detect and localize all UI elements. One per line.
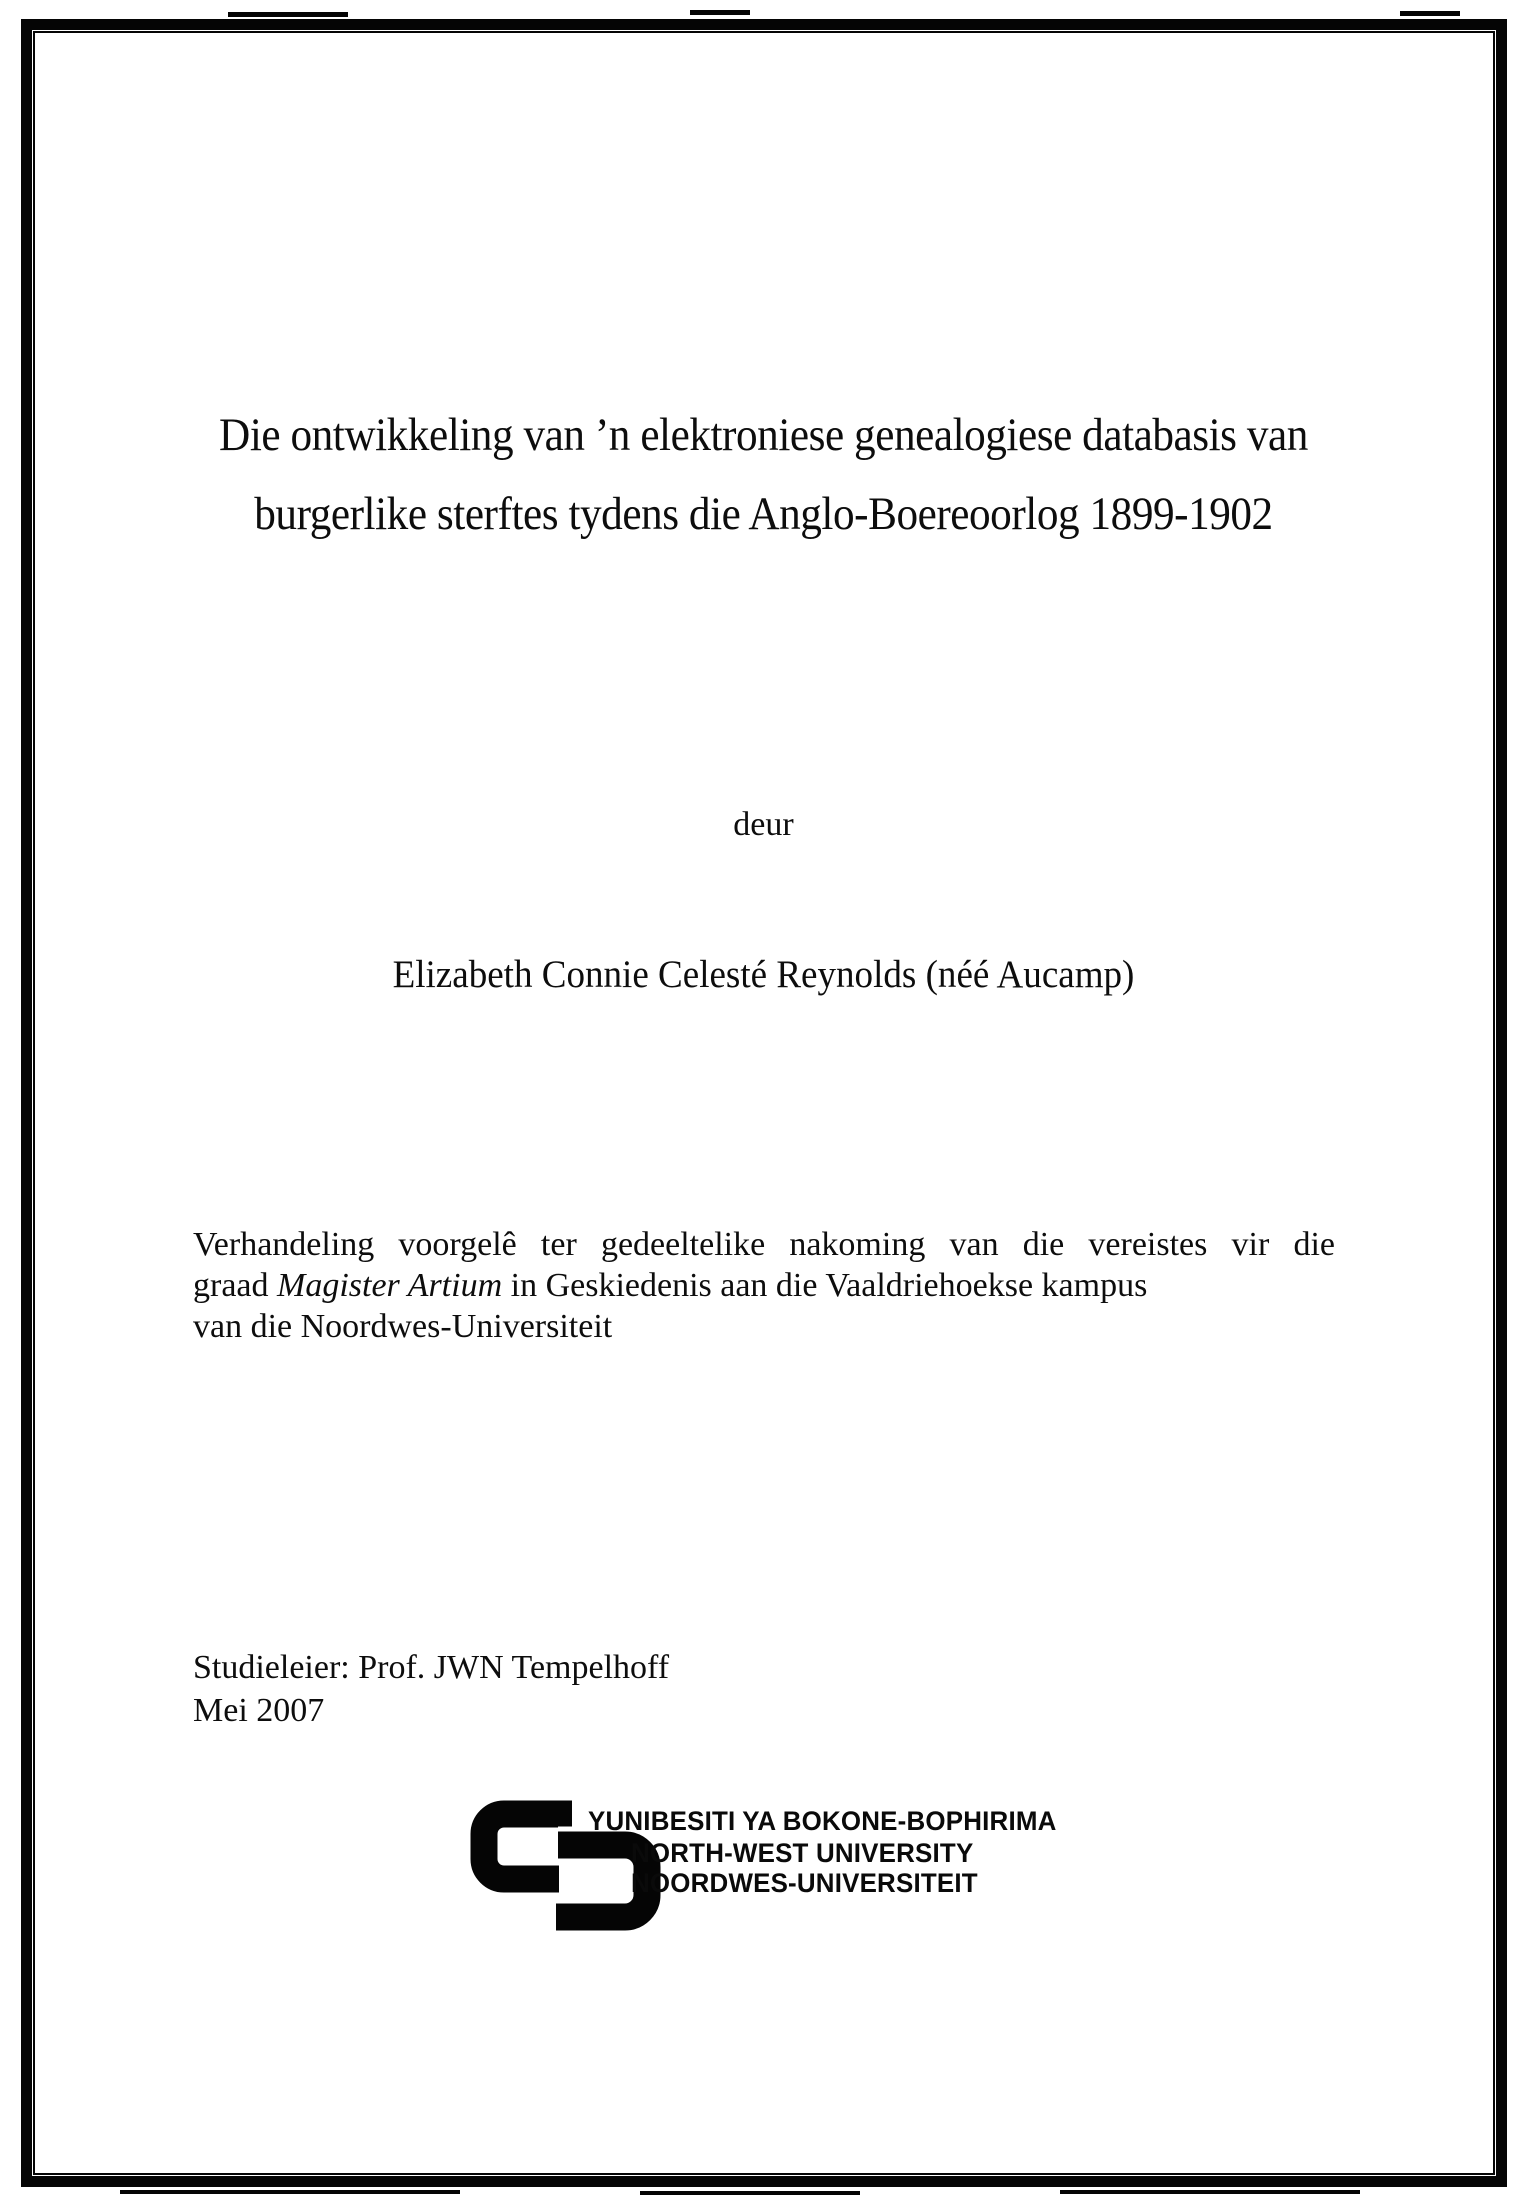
scan-artifact [640, 2191, 860, 2195]
thesis-title-line1: Die ontwikkeling van ’n elektroniese genealogiese databasis van [219, 409, 1308, 461]
submission-line2-pre: graad [193, 1267, 278, 1304]
date-line: Mei 2007 [193, 1692, 325, 1729]
university-name-english: NORTH-WEST UNIVERSITY [631, 1838, 974, 1868]
submission-line1: Verhandeling voorgelê ter gedeeltelike nakoming van die vereistes vir die [193, 1226, 1335, 1263]
submission-line2 [193, 1265, 1335, 1306]
submission-line2-post: in Geskiedenis aan die Vaaldriehoekse kampus [502, 1267, 1148, 1304]
submission-line3: van die Noordwes-Universiteit [193, 1308, 613, 1345]
byline-label: deur [733, 806, 794, 843]
thesis-title-line2: burgerlike sterftes tydens die Anglo-Boereoorlog 1899-1902 [254, 488, 1273, 540]
supervisor-line: Studieleier: Prof. JWN Tempelhoff [193, 1649, 670, 1686]
supervisor-block [193, 1646, 669, 1732]
scan-artifact [1400, 11, 1460, 16]
submission-statement [193, 1224, 1335, 1347]
author-name: Elizabeth Connie Celesté Reynolds (néé Aucamp) [392, 953, 1135, 996]
thesis-title [61, 396, 1466, 554]
scan-artifact [1060, 2190, 1360, 2194]
degree-name-italic: Magister Artium [277, 1267, 503, 1304]
scan-artifact [120, 2190, 460, 2194]
university-name-setswana: YUNIBESITI YA BOKONE-BOPHIRIMA [588, 1806, 1057, 1836]
scan-artifact [690, 10, 750, 15]
scan-artifact [228, 12, 348, 17]
university-name-afrikaans: NOORDWES-UNIVERSITEIT [631, 1868, 978, 1898]
